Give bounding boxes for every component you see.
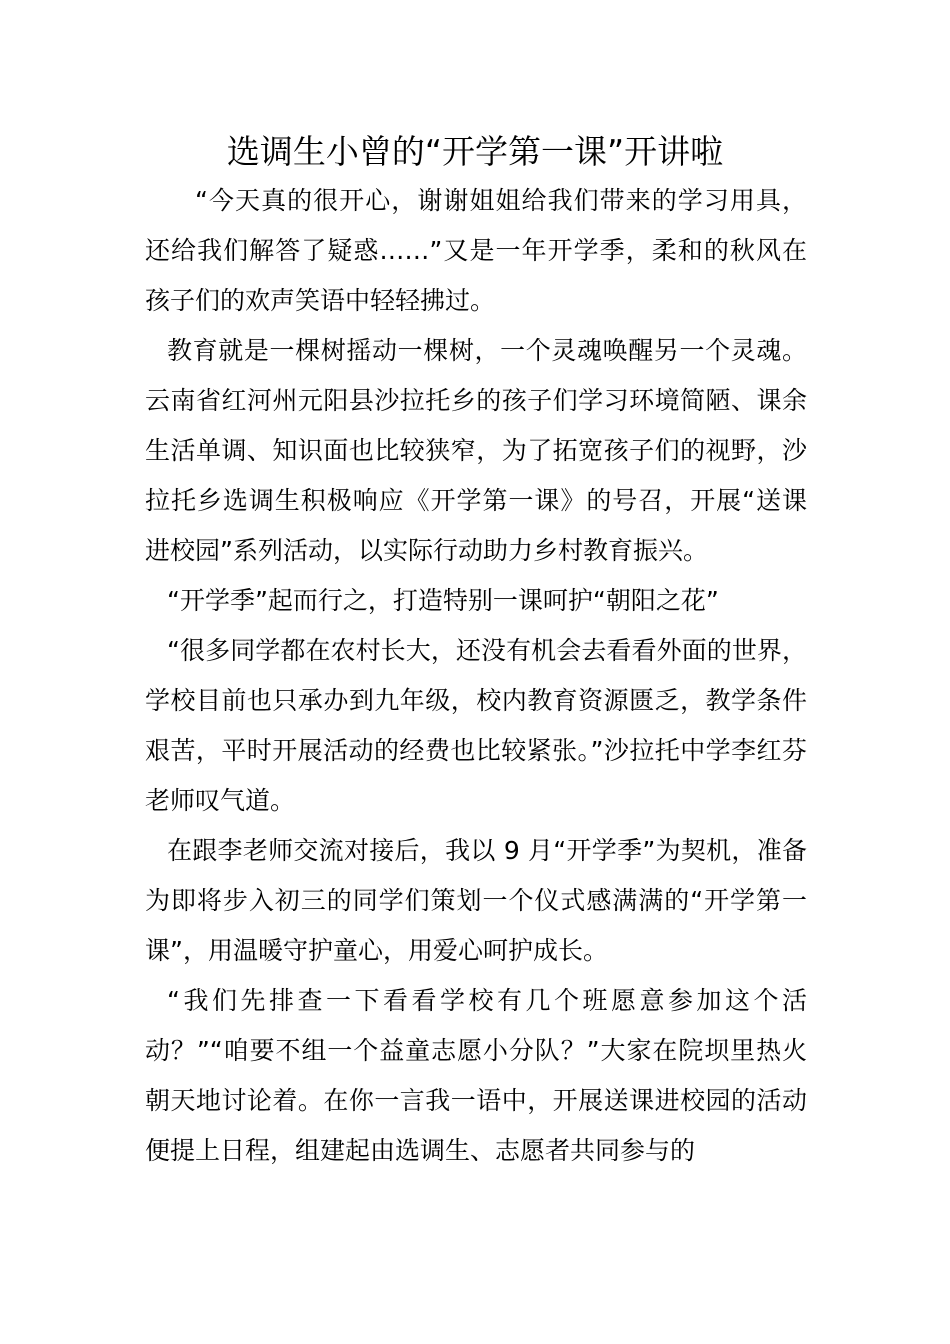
paragraph-planning: 在跟李老师交流对接后，我以 9 月“开学季”为契机，准备为即将步入初三的同学们策划一个仪式感满满的“开学第一课”，用温暖守护童心，用爱心呵护成长。: [145, 836, 807, 965]
section-heading: “开学季”起而行之，打造特别一课呵护“朝阳之花”: [167, 586, 719, 615]
paragraph-teacher-quote: “很多同学都在农村长大，还没有机会去看看外面的世界，学校目前也只承办到九年级，校内教育资源匮乏，教学条件艰苦，平时开展活动的经费也比较紧张。”沙拉托中学李红芬老师叹气道。: [145, 636, 807, 815]
paragraph-education: 教育就是一棵树摇动一棵树，一个灵魂唤醒另一个灵魂。云南省红河州元阳县沙拉托乡的孩子们学习环境简陋、课余生活单调、知识面也比较狭窄，为了拓宽孩子们的视野，沙拉托乡选调生积极响应《开学第一课》的号召，开展“送课进校园”系列活动，以实际行动助力乡村教育振兴。: [145, 336, 807, 565]
paragraph-intro-quote: “今天真的很开心，谢谢姐姐给我们带来的学习用具，还给我们解答了疑惑……”又是一年开学季，柔和的秋风在孩子们的欢声笑语中轻轻拂过。: [145, 186, 807, 315]
article-body: [145, 176, 807, 1176]
paragraph-discussion: “我们先排查一下看看学校有几个班愿意参加这个活动？”“咱要不组一个益童志愿小分队？”大家在院坝里热火朝天地讨论着。在你一言我一语中，开展送课进校园的活动便提上日程，组建起由选调生、志愿者共同参与的: [145, 986, 807, 1165]
article-title: 选调生小曾的“开学第一课”开讲啦: [226, 132, 724, 171]
